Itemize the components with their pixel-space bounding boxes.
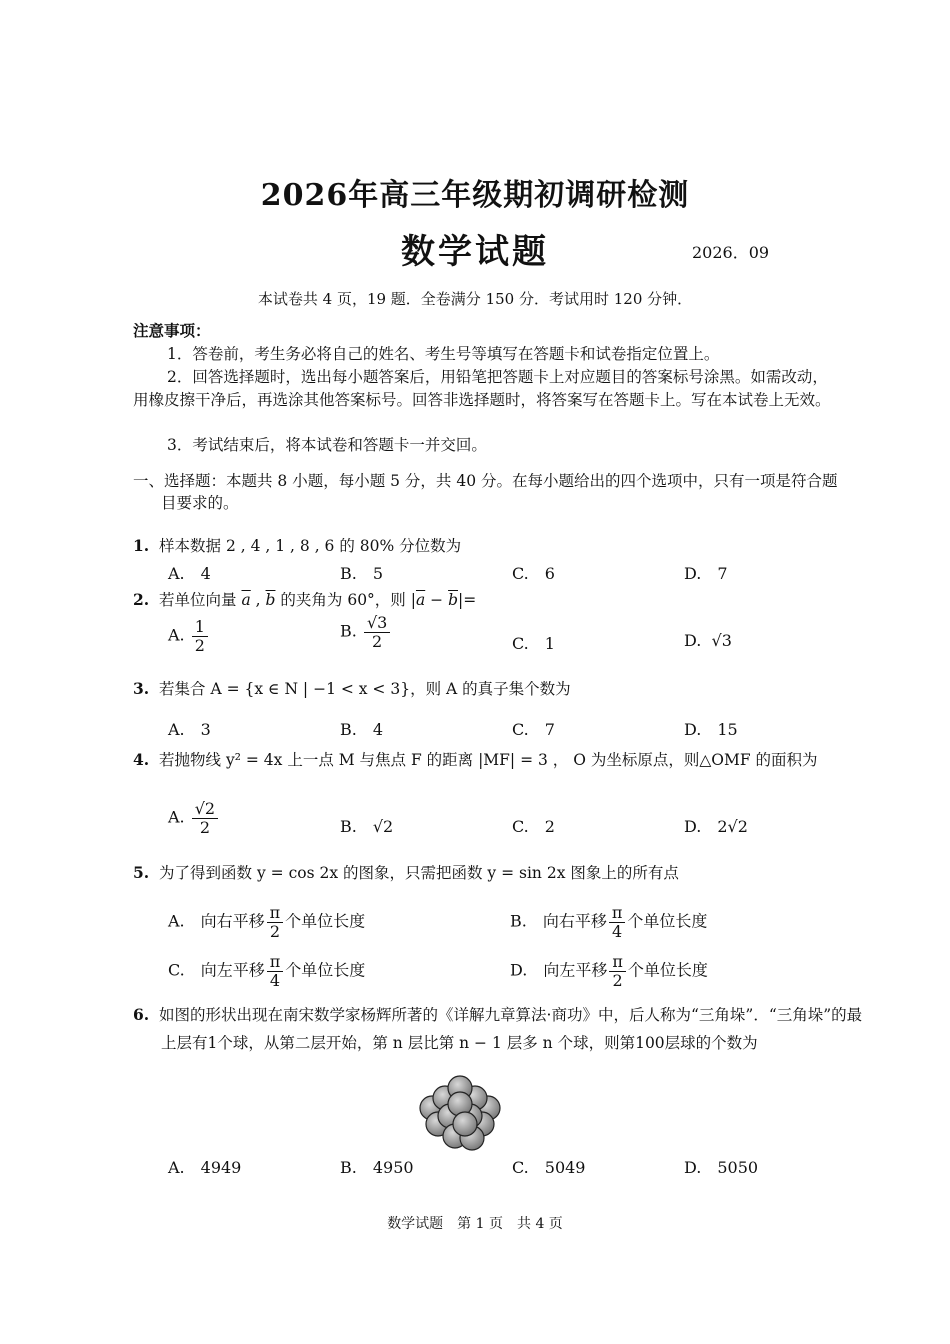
question-1: 1. 样本数据 2 , 4 , 1 , 8 , 6 的 80% 分位数为 <box>133 536 462 555</box>
option-c: C. 7 <box>512 720 555 739</box>
exam-title: 2026年高三年级期初调研检测 <box>260 178 690 213</box>
subject-title: 数学试题 <box>401 232 549 272</box>
question-4: 4. 若抛物线 y² = 4x 上一点 M 与焦点 F 的距离 |MF| = 3 ， O 为坐标原点，则△OMF 的面积为 <box>133 750 818 769</box>
stacked-balls-figure <box>410 1072 510 1156</box>
option-d: D. 5050 <box>684 1158 759 1177</box>
option-c: C. 6 <box>512 564 555 583</box>
question-stem: 样本数据 2 , 4 , 1 , 8 , 6 的 80% 分位数为 <box>159 537 462 555</box>
option-c: C. 向左平移 $\frac{\pi}{4}$ 个单位长度 <box>168 952 366 990</box>
option-d: D. 7 <box>684 564 728 583</box>
option-a: A. 4949 <box>168 1158 242 1177</box>
option-b: B. 5 <box>340 564 384 583</box>
option-b: B. 4 <box>340 720 384 739</box>
option-b: B. √2 <box>340 817 394 836</box>
option-c: C. 2 <box>512 817 555 836</box>
option-b: B. 4950 <box>340 1158 414 1177</box>
option-b: B. 向右平移 $\frac{\pi}{4}$ 个单位长度 <box>510 903 708 941</box>
page-footer: 数学试题 第 1 页 共 4 页 <box>387 1216 563 1232</box>
question-6: 6. 如图的形状出现在南宋数学家杨辉所著的《详解九章算法·商功》中，后人称为“三角垛”．“三角垛”的最上层有1个球，从第二层开始，第 n 层比第 n − 1 层多 n 个球，则第100层球的个数为 <box>133 1005 863 1052</box>
option-d: D. 15 <box>684 720 738 739</box>
notice-title: 注意事项： <box>133 321 211 340</box>
option-d: D. 2√2 <box>684 817 748 836</box>
exam-date: 2026．09 <box>692 243 770 262</box>
notice-item-3: 3．考试结束后，将本试卷和答题卡一并交回。 <box>167 436 487 454</box>
question-5: 5. 为了得到函数 y = cos 2x 的图象，只需把函数 y = sin 2x 图象上的所有点 <box>133 863 679 882</box>
section-heading: 一、选择题：本题共 8 小题，每小题 5 分，共 40 分。在每小题给出的四个选项中，只有一项是符合题目要求的。 <box>133 472 838 512</box>
question-3: 3. 若集合 A = {x ∈ N | −1 < x < 3}，则 A 的真子集个数为 <box>133 679 571 698</box>
option-b: B. $\frac{√3}{2}$ <box>340 614 392 650</box>
notice-item-1: 1．答卷前，考生务必将自己的姓名、考生号等填写在答题卡和试卷指定位置上。 <box>167 345 720 363</box>
notice-item-2: 2．回答选择题时，选出每小题答案后，用铅笔把答题卡上对应题目的答案标号涂黑。如需改动，用橡皮擦干净后，再选涂其他答案标号。回答非选择题时，将答案写在答题卡上。写在本试卷上无效。 <box>133 368 831 409</box>
option-c: C. 1 <box>512 634 555 653</box>
option-d: D. √3 <box>684 631 732 650</box>
option-d: D. 向左平移 $\frac{\pi}{2}$ 个单位长度 <box>510 952 708 990</box>
option-a: A. 向右平移 $\frac{\pi}{2}$ 个单位长度 <box>168 903 366 941</box>
option-a: A. 3 <box>168 720 211 739</box>
option-c: C. 5049 <box>512 1158 586 1177</box>
exam-summary: 本试卷共 4 页，19 题．全卷满分 150 分．考试用时 120 分钟． <box>257 290 693 308</box>
option-a: A. $\frac{1}{2}$ <box>168 618 210 654</box>
option-a: A. $\frac{√2}{2}$ <box>168 800 220 836</box>
question-2: 2. 若单位向量 $\overline{a}$ , $\overline{b}$ 的夹角为 60°，则 $|\overline{a} - \overline{b}|=$ <box>133 590 477 609</box>
option-a: A. 4 <box>168 564 211 583</box>
